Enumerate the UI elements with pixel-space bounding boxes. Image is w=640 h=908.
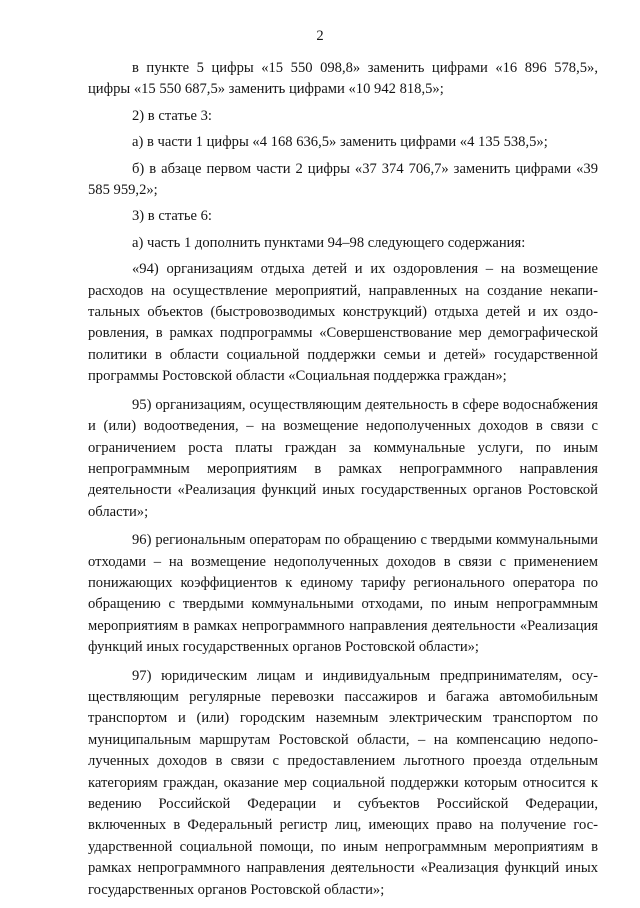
- paragraph-point-95: 95) организациям, осуществляющим деятельность в сфере водоснабжения и (или) водоотведения, – на возмещение недополученных доходов в связи с ограничением роста платы граждан за коммунальные услуги, по иным непрограммным мероприятиям в рамках непрограммного направления деятельности «Реализация функций иных государственных органов Ростовской области»;: [88, 396, 598, 520]
- paragraph-article-6: 3) в статье 6:: [132, 208, 212, 225]
- paragraph-point-97: 97) юридическим лицам и индивидуальным предпринимателям, осуществляющим регулярные перевозки пассажиров и багажа автомобильным транспортом и (или) городским наземным электрическим транспортом по муниципальным маршрутам Ростовской области, – на компенсацию недополученных доходов в связи с предоставлением льготного проезда отдельным категориям граждан, оказание мер социальной поддержки которым относится к ведению Российской Федерации и субъектов Российской Федерации, включенных в Федеральный регистр лиц, имеющих право на получение государственной социальной помощи, по иным непрограммным мероприятиям в рамках непрограммного направления деятельности «Реализация функций иных государственных органов Ростовской области»;: [88, 667, 598, 898]
- page-number: 2: [316, 28, 324, 44]
- paragraph-article-3: 2) в статье 3:: [132, 107, 212, 124]
- paragraph-item-5: в пункте 5 цифры «15 550 098,8» заменить цифрами «16 896 578,5», цифры «15 550 687,5» заменить цифрами «10 942 818,5»;: [88, 60, 598, 98]
- paragraph-part-1: а) в части 1 цифры «4 168 636,5» заменить цифрами «4 135 538,5»;: [132, 134, 548, 151]
- document-body: [88, 58, 598, 908]
- paragraph-part-2: б) в абзаце первом части 2 цифры «37 374 706,7» заменить цифрами «39 585 959,2»;: [88, 160, 598, 199]
- paragraph-point-94: «94) организациям отдыха детей и их оздоровления – на возмещение расходов на осуществление мероприятий, направленных на создание некапитальных объектов (быстровозводимых конструкций) отдыха детей и их оздоровления, в рамках подпрограммы «Совершенствование мер демографической политики в области социальной поддержки семьи и детей» государственной программы Ростовской области «Социальная поддержка граждан»;: [88, 261, 598, 385]
- paragraph-add-points: а) часть 1 дополнить пунктами 94–98 следующего содержания:: [132, 234, 526, 251]
- paragraph-point-96: 96) региональным операторам по обращению с твердыми коммунальными отходами – на возмещение недополученных доходов в связи с применением понижающих коэффициентов к единому тарифу регионального оператора по обращению с твердыми коммунальными отходами, по иным непрограммным мероприятиям в рамках непрограммного направления деятельности «Реализация функций иных государственных органов Ростовской области»;: [88, 532, 598, 656]
